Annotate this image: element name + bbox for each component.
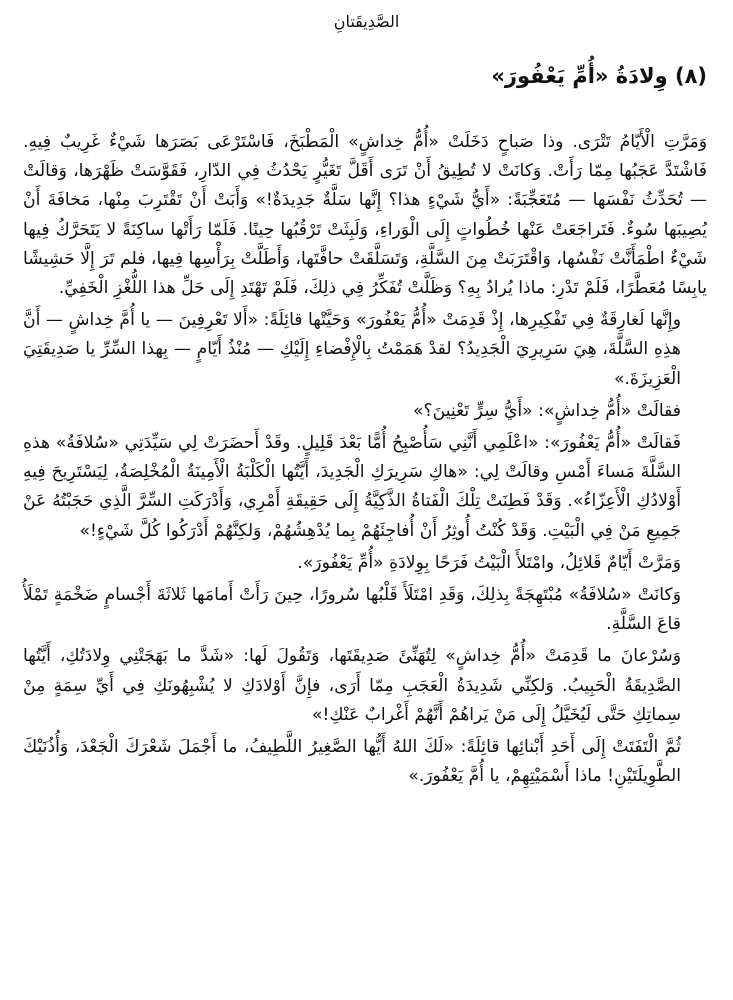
paragraph: فقالَتْ «أُمُّ خِداشٍ»: «أَيُّ سِرٍّ تَعْنِينَ؟» [412,400,681,421]
paragraph: وَمَرَّتْ أَيّامٌ قَلائِلُ، وامْتَلأَ الْبَيْتُ فَرَحًا بِوِلادَةِ «أُمِّ يَعْفُورَ». [297,552,681,573]
paragraph: ثُمَّ الْتَفَتَتْ إِلَى أَحَدِ أَبْنائِها قائِلَةً: «لَكَ اللهُ أَيُّها الصَّغِيرُ اللَّطِيفُ، ما أَجْمَلَ شَعْرَكَ الْجَعْدَ، وَأُذُنَيْكَ الطَّوِيلَتَيْنِ! ماذا أَسْمَيْتِهِمْ، يا أُمَّ يَعْفُورَ.» [23,737,681,787]
paragraph: وَكانَتْ «سُلافَةُ» مُبْتَهِجَةً بِذلِكَ، وَقَدِ امْتَلَأَ قَلْبُها سُرورًا، حِينَ رَأَتْ أَمامَها ثَلاثَةَ أَجْسامٍ ضَخْمَةٍ تَمْلَأُ قاعَ السَّلَّةِ. [23,585,681,635]
paragraph: وَسُرْعانَ ما قَدِمَتْ «أُمُّ خِداشٍ» لِتُهَنِّئَ صَدِيقَتَها، وَتَقُولَ لَها: «شَدَّ ما بَهَجَتْنِي وِلادَتُكِ، أَيَّتُها الصَّدِيقَةُ الْحَبِيبُ. وَلكِنِّي شَدِيدَةُ الْعَجَبِ مِمّا أَرَى، فإِنَّ أَوْلادَكِ لا يُشْبِهُونَكِ فِي أَيِّ سِمَةٍ مِنْ سِماتِكِ حَتَّى لَيُخَيَّلُ إِلَى مَنْ يَراهُمْ أَنَّهُمْ أَغْرابٌ عَنْكِ!» [23,646,681,725]
running-header: الصَّدِيقَتانِ [333,12,400,31]
chapter-body [23,128,707,791]
chapter-title: (٨) وِلادَةُ «أُمِّ يَعْفُورَ» [491,64,707,88]
paragraph: وَمَرَّتِ الْأَيّامُ تَتْرَى. وذا صَباحٍ دَخَلَتْ «أُمُّ خِداشٍ» الْمَطْبَخَ، فَاسْتَرْعَى بَصَرَها شَيْءٌ غَرِيبٌ فِيهِ. فَاشْتَدَّ عَجَبُها مِمّا رَأَتْ. وَكانَتْ لا تُطِيقُ أَنْ تَرَى أَقَلَّ تَغَيُّرٍ يَحْدُثُ فِي الدّارِ، فَقَوَّسَتْ ظَهْرَها، وَقالَتْ — تُحَدِّثُ نَفْسَها — مُتَعَجِّبَةً: «أَيُّ شَيْءٍ هذا؟ إِنَّها سَلَّةٌ جَدِيدَةٌ!» وَأَبَتْ أَنْ تَقْتَرِبَ مِنْها، مَخافَةَ أَنْ يُصِيبَها سُوءٌ. فَتَراجَعَتْ عَنْها خُطُواتٍ إِلَى الْوَراءِ، وَلَبِثَتْ تَرْقُبُها حِينًا. فَلَمّا رَأَتْها ساكِنَةً لا يَتَحَرَّكُ فِيها شَيْءٌ اطْمَأَنَّتْ نَفْسُها، وَاقْتَرَبَتْ مِنَ السَّلَّةِ، وَتَسَلَّقَتْ حافَّتَها، وَأَطَلَّتْ بِرَأْسِها فِيها، فلم تَرَ إِلَّا حَشِيشًا يابِسًا مُعَطَّرًا، فَلَمْ تَدْرِ: ماذا يُرادُ بِهِ؟ وَظَلَّتْ تُفَكِّرُ فِي ذلِكَ، فَلَمْ تَهْتَدِ إِلَى حَلِّ هذا اللُّغْزِ الْخَفِيِّ. [23,132,707,299]
paragraph: فَقالَتْ «أُمُّ يَعْفُورَ»: «اعْلَمِي أَنَّنِي سَأُصْبِحُ أُمًّا بَعْدَ قَلِيلٍ. وقَدْ أَحضَرَتْ لِي سَيِّدَتِي «سُلافَةُ» هذهِ السَّلَّةَ مَساءَ أَمْسِ وقالَتْ لِي: «هاكِ سَرِيرَكِ الْجَدِيدَ، أَيَّتُها الْكَلْبَةُ الْأَمِينَةُ الْمُخْلِصَةُ، لِيَسْتَرِيحَ فِيهِ أَوْلادُكِ الْأَعِزّاءُ». وَقَدْ فَطِنَتْ تِلْكَ الْفَتاةُ الذَّكِيَّةُ إِلَى حَقِيقَةِ أَمْرِي، وَأَدْرَكَتِ السِّرَّ الَّذِي حَجَبْتُهُ عَنْ جَمِيعِ مَنْ فِي الْبَيْتِ. وَقَدْ كُنْتُ أُوثِرُ أَنْ أُفاجِئَهُمْ بِما يُدْهِشُهُمْ، وَلكِنَّهُمْ أَدْرَكُوا كُلَّ شَيْءٍ!» [23,433,681,541]
paragraph: وإِنَّها لَغارِقَةٌ فِي تَفْكِيرِها، إِذْ قَدِمَتْ «أُمُّ يَعْفُورَ» وَحَيَّتْها قائِلَةً: «أَلا تَعْرِفِينَ — يا أُمَّ خِداشٍ — أَنَّ هذِهِ السَّلَّةَ، هِيَ سَرِيرِيَ الْجَدِيدُ؟ لقدْ هَمَمْتُ بِالْإِفْضاءِ إِلَيْكِ — مُنْذُ أَيّامٍ — بِهذا السِّرِّ يا صَدِيقَتِيَ الْعَزِيزَةَ.» [23,310,681,389]
